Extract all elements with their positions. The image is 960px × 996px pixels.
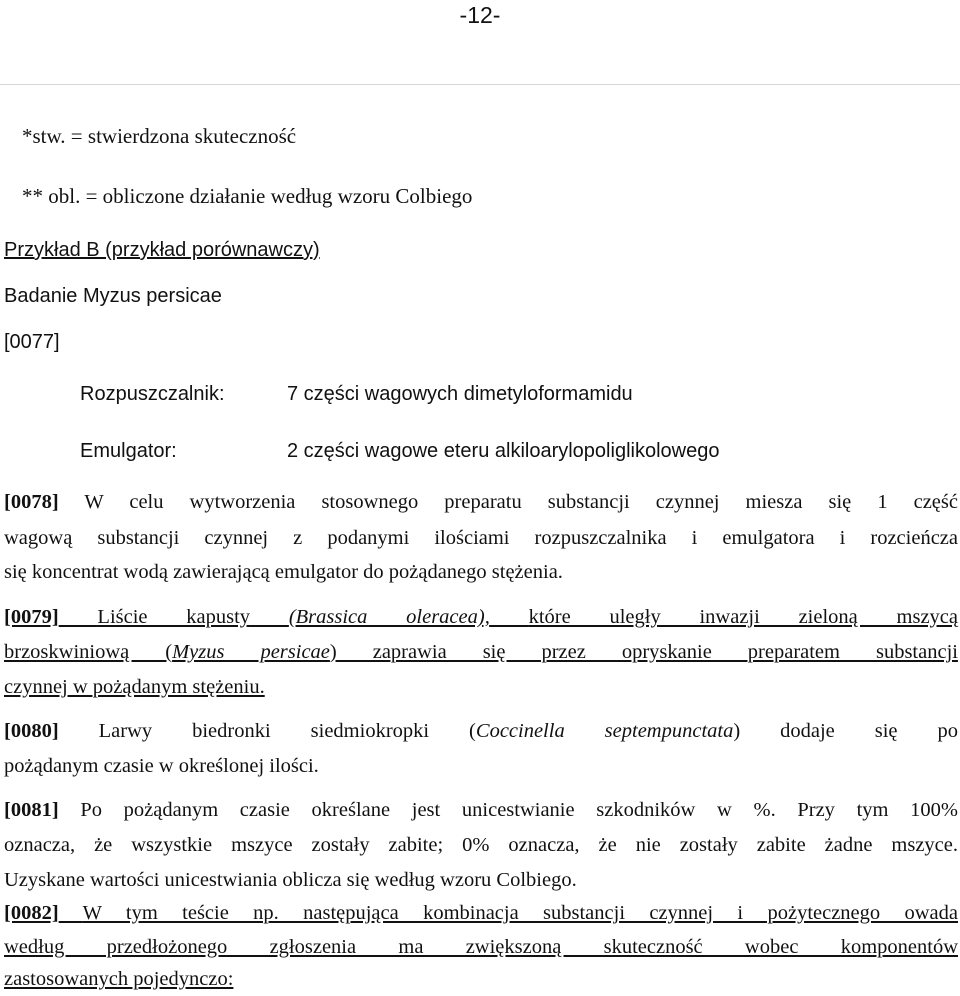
footnote-obl: ** obl. = obliczone działanie według wzoru Colbiego <box>22 184 473 208</box>
paragraph-ref-0078: [0078] <box>4 491 59 513</box>
p0078-line-3: się koncentrat wodą zawierającą emulgator do pożądanego stężenia. <box>4 561 563 583</box>
footnote-stw: *stw. = stwierdzona skuteczność <box>22 124 297 148</box>
p0081-line-2: oznacza, że wszystkie mszyce zostały zabite; 0% oznacza, że nie zostały zabite żadne mszyce. <box>4 834 958 856</box>
paragraph-ref-0080: [0080] <box>4 720 59 742</box>
page-number: -12- <box>459 2 501 28</box>
emulsifier-value: 2 części wagowe eteru alkiloarylopoliglikolowego <box>287 440 720 462</box>
p0081-line-1: [0081] Po pożądanym czasie określane jest unicestwianie szkodników w %. Przy tym 100% <box>4 799 958 821</box>
paragraph-ref-0082: [0082] <box>4 902 59 924</box>
paragraph-ref-0081: [0081] <box>4 799 59 821</box>
p0079-line-3: czynnej w pożądanym stężeniu. <box>4 676 265 698</box>
p0082-line-3: zastosowanych pojedynczo: <box>4 968 234 990</box>
p0082-line-2: według przedłożonego zgłoszenia ma zwiększoną skuteczność wobec komponentów <box>4 936 958 958</box>
example-title: Przykład B (przykład porównawczy) <box>4 239 320 261</box>
solvent-label: Rozpuszczalnik: <box>80 383 225 405</box>
solvent-value: 7 części wagowych dimetyloformamidu <box>287 383 633 405</box>
p0079-line-2: brzoskwiniową (Myzus persicae) zaprawia się przez opryskanie preparatem substancji <box>4 641 958 663</box>
paragraph-ref-0077: [0077] <box>4 331 60 353</box>
p0078-line-1: [0078] W celu wytworzenia stosownego preparatu substancji czynnej miesza się 1 część <box>4 491 958 513</box>
paragraph-ref-0079: [0079] <box>4 606 59 628</box>
p0080-line-2: pożądanym czasie w określonej ilości. <box>4 755 319 777</box>
p0081-line-3: Uzyskane wartości unicestwiania oblicza się według wzoru Colbiego. <box>4 869 577 891</box>
p0078-line-2: wagową substancji czynnej z podanymi ilościami rozpuszczalnika i emulgatora i rozcieńcza <box>4 527 958 549</box>
emulsifier-label: Emulgator: <box>80 440 177 462</box>
example-subtitle: Badanie Myzus persicae <box>4 285 222 307</box>
header-divider <box>0 84 960 85</box>
p0079-line-1: [0079] Liście kapusty (Brassica oleracea), które uległy inwazji zieloną mszycą <box>4 606 959 628</box>
p0080-line-1: [0080] Larwy biedronki siedmiokropki (Coccinella septempunctata) dodaje się po <box>4 720 958 742</box>
p0082-line-1: [0082] W tym teście np. następująca kombinacja substancji czynnej i pożytecznego owada <box>4 902 958 924</box>
